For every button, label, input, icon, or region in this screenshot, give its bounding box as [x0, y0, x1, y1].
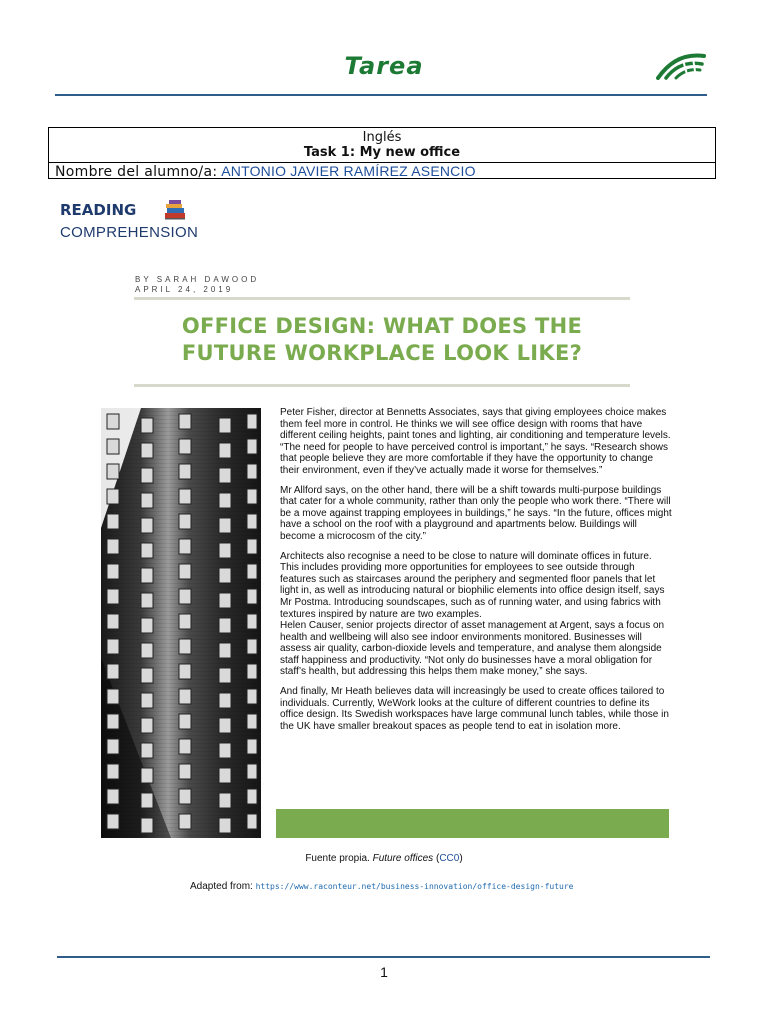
building-window [247, 614, 257, 629]
building-window [219, 693, 231, 708]
building-window [247, 489, 257, 504]
building-window [107, 664, 119, 679]
building-window [107, 764, 119, 779]
building-window [219, 468, 231, 483]
student-name-label: Nombre del alumno/a: [55, 164, 218, 180]
building-window [141, 618, 153, 633]
books-icon [162, 198, 188, 220]
building-window [219, 668, 231, 683]
building-window [247, 414, 257, 429]
building-window [141, 593, 153, 608]
building-window [247, 639, 257, 654]
article-headline [134, 313, 630, 367]
building-photo [101, 408, 261, 838]
building-window [107, 539, 119, 554]
building-window [219, 593, 231, 608]
building-window [219, 493, 231, 508]
source-link[interactable]: https://www.raconteur.net/business-innovation/office-design-future [255, 882, 574, 891]
building-window [107, 439, 119, 454]
headline-line-1: OFFICE DESIGN: WHAT DOES THE [181, 314, 583, 338]
building-window [141, 543, 153, 558]
building-window [141, 668, 153, 683]
headline-bottom-rule [134, 384, 630, 387]
headline-line-2: FUTURE WORKPLACE LOOK LIKE? [181, 341, 583, 365]
headline-top-rule [134, 297, 630, 300]
building-window [247, 789, 257, 804]
building-window [179, 589, 191, 604]
building-window [219, 793, 231, 808]
header-divider [55, 94, 707, 96]
building-window [219, 743, 231, 758]
building-window [219, 418, 231, 433]
source-note [190, 881, 573, 892]
article-paragraph: Architects also recognise a need to be close to nature will dominate offices in future. This includes providing more opportunities for employees to see outside through features such as staircases around the periphery and segmented floor panels that let light in, as well as introducing natural or biophilic elements into office design itself, says Mr Postma. Introducing soundscapes, such as of running water, and using fabrics with textures inspired by nature are two examples. [280, 550, 665, 620]
building-window [219, 643, 231, 658]
student-name-value: ANTONIO JAVIER RAMÍREZ ASENCIO [221, 163, 476, 179]
article-footer-bar [276, 809, 669, 838]
image-caption [0, 853, 768, 864]
building-window [219, 443, 231, 458]
building-window [141, 793, 153, 808]
building-window [219, 518, 231, 533]
document-title: Tarea [344, 52, 424, 80]
building-window [219, 618, 231, 633]
article-body [280, 407, 672, 740]
building-window [179, 414, 191, 429]
building-window [247, 514, 257, 529]
junta-andalucia-logo-icon [656, 50, 706, 80]
page-number: 1 [380, 964, 388, 980]
building-window [179, 489, 191, 504]
student-row [55, 163, 476, 179]
article-paragraph: Helen Causer, senior projects director of asset management at Argent, says a focus on health and wellbeing will also see indoor environments monitored. Businesses will assess air quality, carbon-dioxide levels and temperature, and analyse them alongside staff happiness and productivity. “Not only do businesses have a moral obligation for staff’s health, but addressing this helps them make money,” she says. [280, 620, 665, 678]
building-window [247, 689, 257, 704]
caption-prefix: Fuente propia. [305, 853, 370, 864]
building-window [219, 768, 231, 783]
building-window [179, 464, 191, 479]
building-window [141, 768, 153, 783]
building-window [179, 664, 191, 679]
building-window [107, 714, 119, 729]
building-window [247, 814, 257, 829]
comprehension-heading: COMPREHENSION [60, 224, 199, 241]
building-window [247, 664, 257, 679]
subject-label: Inglés [362, 130, 402, 145]
article-paragraph: Peter Fisher, director at Bennetts Associates, says that giving employees choice makes them feel more in control. He thinks we will see office design with rooms that have different ceiling heights, paint tones and lighting, air conditioning and temperature levels. “The need for people to have perceived control is important,” he says. “Research shows that people believe they are more comfortable if they have the opportunity to change their environment, even if they’ve actually made it worse for themselves.” [280, 407, 671, 476]
building-window [141, 693, 153, 708]
license-link[interactable]: CC0 [439, 853, 460, 864]
building-window [141, 743, 153, 758]
article-paragraph: And finally, Mr Heath believes data will increasingly be used to create offices tailored to individuals. Currently, WeWork looks at the culture of different countries to define its office design. Its Swedish workspaces have large communal lunch tables, while those in the UK have smaller breakout spaces as people tend to eat in isolation more. [280, 686, 669, 732]
article-byline [135, 275, 259, 295]
building-window [247, 589, 257, 604]
building-window [107, 689, 119, 704]
building-window [247, 764, 257, 779]
building-window [107, 414, 119, 429]
building-window [141, 518, 153, 533]
building-window [219, 543, 231, 558]
building-window [107, 464, 119, 479]
building-window [247, 439, 257, 454]
task-label: Task 1: My new office [303, 145, 461, 160]
caption-paren-open: ( [435, 853, 440, 864]
building-window [107, 589, 119, 604]
building-window [141, 643, 153, 658]
adapted-label: Adapted from: [190, 881, 253, 892]
building-window [179, 764, 191, 779]
building-window [179, 564, 191, 579]
building-window [141, 493, 153, 508]
info-heading-row [49, 128, 715, 163]
building-window [107, 564, 119, 579]
building-window [247, 539, 257, 554]
caption-paren-close: ) [459, 853, 463, 864]
building-window [179, 639, 191, 654]
building-window [107, 739, 119, 754]
building-window [179, 539, 191, 554]
building-window [247, 714, 257, 729]
building-window [247, 464, 257, 479]
building-window [219, 718, 231, 733]
building-window [141, 468, 153, 483]
building-window [141, 818, 153, 833]
byline-author: BY SARAH DAWOOD [135, 275, 260, 284]
building-window [179, 714, 191, 729]
building-window [179, 514, 191, 529]
building-window [107, 489, 119, 504]
building-window [219, 818, 231, 833]
building-window [179, 614, 191, 629]
building-window [179, 439, 191, 454]
info-table [48, 127, 716, 179]
building-window [179, 789, 191, 804]
reading-heading: READING [60, 201, 137, 219]
article-paragraph: Mr Allford says, on the other hand, there will be a shift towards multi-purpose buildings that cater for a whole community, rather than only the people who work there. “There will be a move against trapping employees in buildings,” he says. “In the future, offices might have a school on the roof with a playground and apartments below. Buildings will become a microcosm of the city.” [280, 484, 672, 542]
building-window [107, 639, 119, 654]
building-window [141, 718, 153, 733]
byline-date: APRIL 24, 2019 [135, 285, 234, 294]
building-window [141, 418, 153, 433]
building-window [247, 564, 257, 579]
building-window [179, 689, 191, 704]
building-window [219, 568, 231, 583]
building-window [179, 739, 191, 754]
building-window [107, 814, 119, 829]
building-window [179, 814, 191, 829]
footer-divider [57, 956, 710, 958]
building-window [107, 614, 119, 629]
caption-title: Future offices [372, 853, 434, 864]
building-window [141, 568, 153, 583]
building-window [247, 739, 257, 754]
building-window [107, 789, 119, 804]
building-window [141, 443, 153, 458]
building-window [107, 514, 119, 529]
